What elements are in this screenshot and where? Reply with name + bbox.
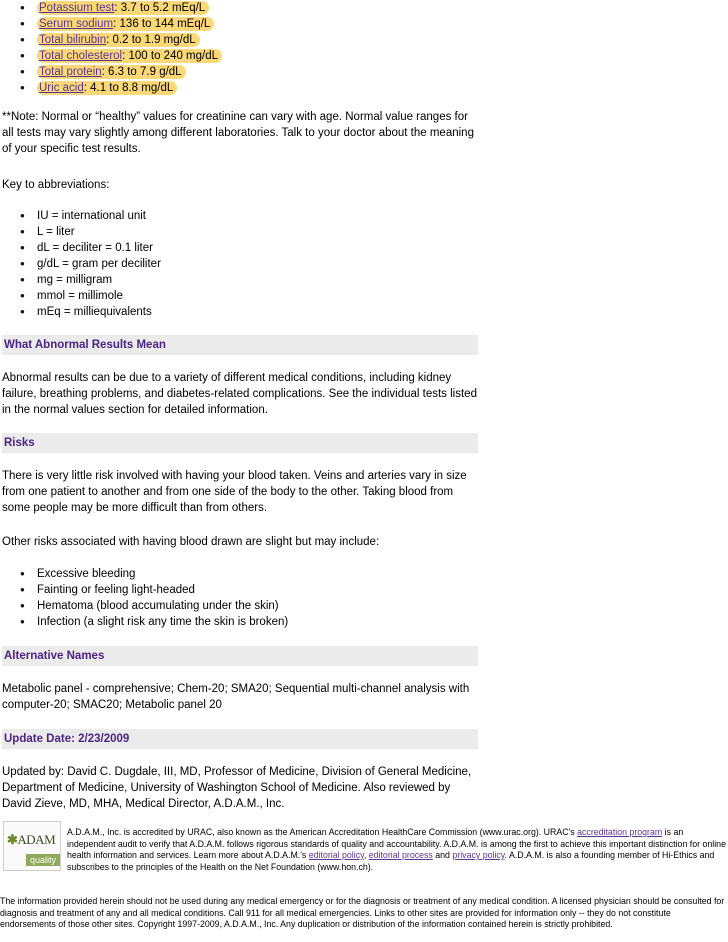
article-body xyxy=(2,0,478,812)
update-date-header: Update Date: 2/23/2009 xyxy=(2,729,478,749)
risks-intro: Other risks associated with having blood drawn are slight but may include: xyxy=(2,536,380,548)
abbreviation-item: ● IU = international unit xyxy=(2,208,478,224)
abbreviations-list xyxy=(2,208,478,320)
abnormal-results-header: What Abnormal Results Mean xyxy=(2,335,478,355)
risks-header: Risks xyxy=(2,433,478,453)
serum-sodium-link[interactable]: Serum sodium xyxy=(39,18,114,30)
potassium-value: : 3.7 to 5.2 mEq/L xyxy=(114,2,206,14)
abbreviation-item: ● dL = deciliter = 0.1 liter xyxy=(2,240,478,256)
risk-item: ● Infection (a slight risk any time the skin is broken) xyxy=(2,614,478,630)
normal-value-item xyxy=(2,80,478,96)
quality-badge: quality xyxy=(26,854,60,866)
leaf-icon: ✱ xyxy=(7,832,18,847)
uric-acid-value: : 4.1 to 8.8 mg/dL xyxy=(83,82,174,94)
abbreviation-item: ● g/dL = gram per deciliter xyxy=(2,256,478,272)
accreditation-text: A.D.A.M., Inc. is accredited by URAC, also known as the American Accreditation HealthCare Commission (www.urac.org). URAC's accreditation program is an independent audit to verify that A.D.A.M. follows rigorous standards of quality and accountability. A.D.A.M. is among the first to achieve this important distinction for online health information and services. Learn more about A.D.A.M.'s editorial policy, editorial process and privacy policy. A.D.A.M. is also a founding member of Hi-Ethics and subscribes to the principles of the Health on the Net Foundation (www.hon.ch). xyxy=(67,827,726,872)
abbreviation-item: ● mg = milligram xyxy=(2,272,478,288)
normal-value-item xyxy=(2,0,478,16)
normal-value-item xyxy=(2,48,478,64)
risk-item: ● Hematoma (blood accumulating under the skin) xyxy=(2,598,478,614)
total-bilirubin-link[interactable]: Total bilirubin xyxy=(39,34,107,46)
adam-quality-logo xyxy=(3,821,61,871)
accreditation-program-link[interactable]: accreditation program xyxy=(577,827,663,837)
disclaimer-text: The information provided herein should not be used during any medical emergency or for the diagnosis or treatment of any medical condition. A licensed physician should be consulted for diagnosis and treatment of any and all medical conditions. Call 911 for all medical emergencies. Links to other sites are provided for information only -- they do not constitute endorsements of those other sites. Copyright 1997-2009, A.D.A.M., Inc. Any duplication or distribution of the information contained herein is strictly prohibited. xyxy=(0,896,725,929)
privacy-policy-link[interactable]: privacy policy xyxy=(452,850,505,860)
total-cholesterol-link[interactable]: Total cholesterol xyxy=(39,50,123,62)
risks-list xyxy=(2,566,478,630)
creatinine-note: **Note: Normal or “healthy” values for creatinine can vary with age. Normal value ranges for all tests may vary slightly among different laboratories. Talk to your doctor about the meaning of your specific test results. xyxy=(2,111,474,155)
bilirubin-value: : 0.2 to 1.9 mg/dL xyxy=(106,34,196,46)
total-protein-link[interactable]: Total protein xyxy=(39,66,102,78)
alternative-names-text: Metabolic panel - comprehensive; Chem-20; SMA20; Sequential multi-channel analysis with computer-20; SMAC20; Metabolic panel 20 xyxy=(2,683,470,711)
potassium-test-link[interactable]: Potassium test xyxy=(39,2,115,14)
editorial-policy-link[interactable]: editorial policy xyxy=(308,850,364,860)
normal-value-item xyxy=(2,64,478,80)
normal-values-list xyxy=(2,0,478,96)
risk-item: ● Excessive bleeding xyxy=(2,566,478,582)
abbreviation-item: ● L = liter xyxy=(2,224,478,240)
update-text: Updated by: David C. Dugdale, III, MD, Professor of Medicine, Division of General Medicine, Department of Medicine, University of Washington School of Medicine. Also reviewed by David Zieve, MD, MHA, Medical Director, A.D.A.M., Inc. xyxy=(2,766,472,810)
protein-value: : 6.3 to 7.9 g/dL xyxy=(101,66,182,78)
sodium-value: : 136 to 144 mEq/L xyxy=(113,18,211,30)
normal-value-item xyxy=(2,16,478,32)
normal-value-item xyxy=(2,32,478,48)
editorial-process-link[interactable]: editorial process xyxy=(368,850,433,860)
abbreviations-intro: Key to abbreviations: xyxy=(2,179,110,191)
abbreviation-item: ● mEq = milliequivalents xyxy=(2,304,478,320)
uric-acid-link[interactable]: Uric acid xyxy=(39,82,84,94)
abbreviation-item: ● mmol = millimole xyxy=(2,288,478,304)
alternative-names-header: Alternative Names xyxy=(2,646,478,666)
risk-item: ● Fainting or feeling light-headed xyxy=(2,582,478,598)
risks-text: There is very little risk involved with having your blood taken. Veins and arteries vary in size from one patient to another and from one side of the body to the other. Taking blood from some people may be more difficult than from others. xyxy=(2,470,467,514)
adam-logo-text: ✱ADAM xyxy=(7,832,56,847)
abnormal-results-text: Abnormal results can be due to a variety of different medical conditions, including kidney failure, breathing problems, and diabetes-related complications. See the individual tests listed in the normal values section for detailed information. xyxy=(2,372,477,416)
cholesterol-value: : 100 to 240 mg/dL xyxy=(122,50,219,62)
